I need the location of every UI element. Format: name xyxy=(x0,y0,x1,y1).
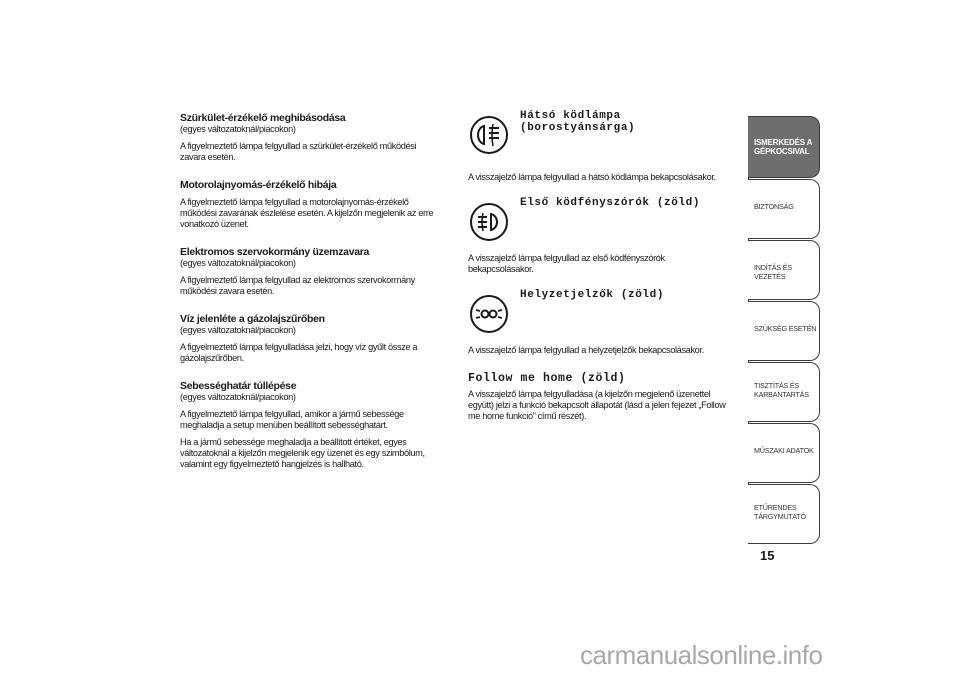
chapter-tabs xyxy=(748,116,820,545)
tab-ismerkedes[interactable] xyxy=(748,116,820,178)
front-fog-section xyxy=(468,197,730,249)
heading-speed-limit: Sebességhatár túllépése xyxy=(180,380,297,392)
text-follow-2: együtt) jelzi a funkció bekapcsolt állapotát (lásd a jelen fejezet „Follow xyxy=(468,400,726,410)
tab-muszaki-label: MŰSZAKI ADATOK xyxy=(754,446,814,455)
rear-fog-section xyxy=(468,110,730,162)
rear-fog-title xyxy=(520,110,635,134)
text-front-fog-2: bekapcsolásakor. xyxy=(468,264,534,274)
tab-ismerkedes-line1: ISMERKEDÉS A xyxy=(754,138,813,147)
watermark: carmanualsonline.info xyxy=(580,640,823,670)
tab-tisztitas-line2: KARBANTARTÁS xyxy=(754,390,809,399)
sub-speed-limit: (egyes változatoknál/piacokon) xyxy=(180,392,296,402)
rear-fog-title-2: (borostyánsárga) xyxy=(520,122,636,134)
rear-fog-lamp-icon xyxy=(470,116,508,154)
follow-me-home-title: Follow me home (zöld) xyxy=(468,372,626,385)
text-speed-limit-4: változatoknál a kijelzőn megjelenik egy üzenet és egy szimbólum, xyxy=(180,448,425,458)
position-lamp-title: Helyzetjelzők (zöld) xyxy=(520,289,665,301)
text-speed-limit-1: A figyelmeztető lámpa felgyullad, amikor a jármű sebessége xyxy=(180,409,404,419)
text-oil-sensor-1: A figyelmeztető lámpa felgyullad a motorolajnyomás-érzékelő xyxy=(180,197,409,207)
tab-tisztitas-line1: TISZTÍTÁS ÉS xyxy=(754,381,800,390)
text-front-fog-1: A visszajelző lámpa felgyullad az első ködfényszórók xyxy=(468,253,665,263)
text-dusk-sensor-2: zavara esetén. xyxy=(180,152,236,162)
front-fog-title: Első ködfényszórók (zöld) xyxy=(520,197,701,209)
text-power-steering-2: működési zavara esetén. xyxy=(180,286,275,296)
sub-power-steering: (egyes változatoknál/piacokon) xyxy=(180,258,296,268)
text-oil-sensor-3: vonatkozó üzenet. xyxy=(180,219,249,229)
text-rear-fog: A visszajelző lámpa felgyullad a hátsó ködlámpa bekapcsolásakor. xyxy=(468,172,716,182)
sub-dusk-sensor: (egyes változatoknál/piacokon) xyxy=(180,124,296,134)
front-fog-lamp-icon xyxy=(470,203,508,241)
rear-fog-title-1: Hátsó ködlámpa xyxy=(520,110,621,122)
tab-biztonsag-label: BIZTONSÁG xyxy=(754,202,794,211)
heading-oil-sensor: Motorolajnyomás-érzékelő hibája xyxy=(180,179,337,191)
tab-targymutato-line1: ETŰRENDES xyxy=(754,503,797,512)
position-lamp-icon xyxy=(470,295,508,333)
text-speed-limit-3: Ha a jármű sebessége meghaladja a beállított értéket, egyes xyxy=(180,437,407,447)
tab-tisztitas[interactable] xyxy=(748,362,820,422)
tab-szukseg[interactable] xyxy=(748,301,820,361)
text-follow-1: A visszajelző lámpa felgyulladása (a kijelzőn megjelenő üzenettel xyxy=(468,389,711,399)
heading-water-filter: Víz jelenléte a gázolajszűrőben xyxy=(180,313,325,325)
tab-ismerkedes-line2: GÉPKOCSIVAL xyxy=(754,147,810,156)
heading-dusk-sensor: Szürkület-érzékelő meghibásodása xyxy=(180,112,346,124)
text-position-lamp: A visszajelző lámpa felgyullad a helyzetjelzők bekapcsolásakor. xyxy=(468,345,704,355)
text-water-filter-2: gázolajszűrőben. xyxy=(180,353,244,363)
right-column xyxy=(468,110,730,422)
tab-inditas[interactable] xyxy=(748,240,820,300)
position-lamp-section xyxy=(468,289,730,341)
sub-water-filter: (egyes változatoknál/piacokon) xyxy=(180,325,296,335)
tab-targymutato[interactable] xyxy=(748,484,820,544)
text-speed-limit-2: meghaladja a setup menüben beállított sebességhatárt. xyxy=(180,420,388,430)
text-follow-3: me home funkció” című részét). xyxy=(468,411,587,421)
text-dusk-sensor-1: A figyelmeztető lámpa felgyullad a szürkület-érzékelő működési xyxy=(180,141,417,151)
tab-muszaki[interactable] xyxy=(748,423,820,483)
tab-inditas-label: INDÍTÁS ÉS VEZETÉS xyxy=(754,263,792,281)
text-speed-limit-5: valamint egy figyelmeztető hangjelzés is hallható. xyxy=(180,459,364,469)
text-power-steering-1: A figyelmeztető lámpa felgyullad az elektromos szervokormány xyxy=(180,275,415,285)
page-number: 15 xyxy=(760,548,775,563)
text-oil-sensor-2: működési zavarának észlelése esetén. A kijelzőn megjelenik az erre xyxy=(180,208,434,218)
heading-power-steering: Elektromos szervokormány üzemzavara xyxy=(180,246,370,258)
tab-biztonsag[interactable] xyxy=(748,179,820,239)
left-column xyxy=(180,112,450,470)
text-water-filter-1: A figyelmeztető lámpa felgyulladása jelzi, hogy víz gyűlt össze a xyxy=(180,342,418,352)
tab-szukseg-label: SZÜKSÉG ESETÉN xyxy=(754,324,817,333)
tab-targymutato-line2: TÁRGYMUTATÓ xyxy=(754,512,806,521)
